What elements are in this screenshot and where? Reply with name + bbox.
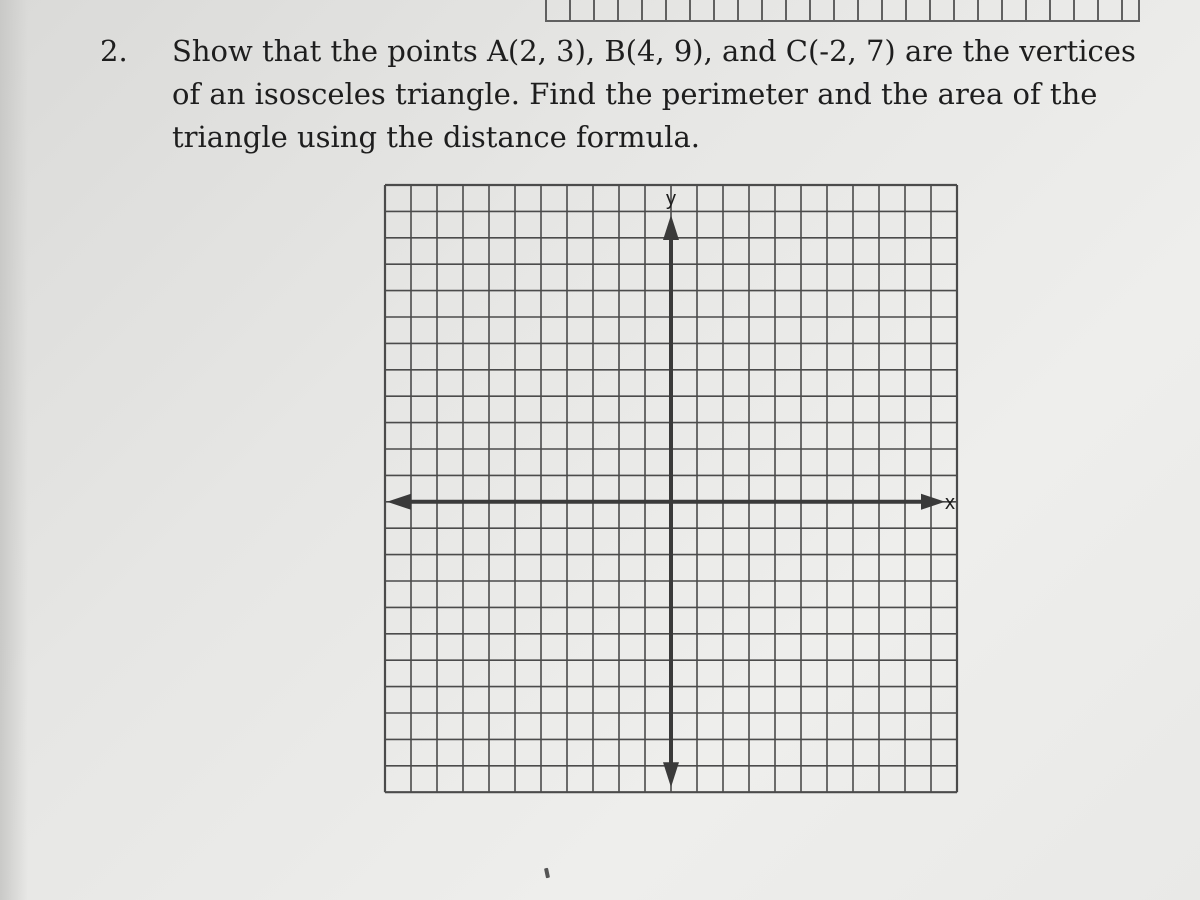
x-axis-label: x: [945, 491, 955, 514]
y-axis-arrow-down: [663, 762, 679, 787]
coordinate-grid: [370, 180, 990, 805]
x-axis-arrow-right: [921, 494, 945, 510]
axes: [387, 215, 945, 787]
problem-line-1: Show that the points A(2, 3), B(4, 9), and C(-2, 7) are the vertices: [172, 34, 1136, 68]
y-axis-label: y: [666, 188, 676, 210]
x-axis-arrow-left: [387, 494, 411, 510]
pencil-mark: [544, 868, 550, 879]
problem-line-3: triangle using the distance formula.: [172, 120, 700, 154]
coordinate-grid-svg: [370, 180, 990, 805]
previous-grid-edge: [545, 0, 1140, 22]
y-axis-arrow-up: [663, 215, 679, 240]
problem-text: [172, 30, 1172, 159]
problem-line-2: of an isosceles triangle. Find the perimeter and the area of the: [172, 77, 1098, 111]
problem-number: 2.: [100, 34, 128, 68]
page-edge-shadow: [0, 0, 28, 900]
